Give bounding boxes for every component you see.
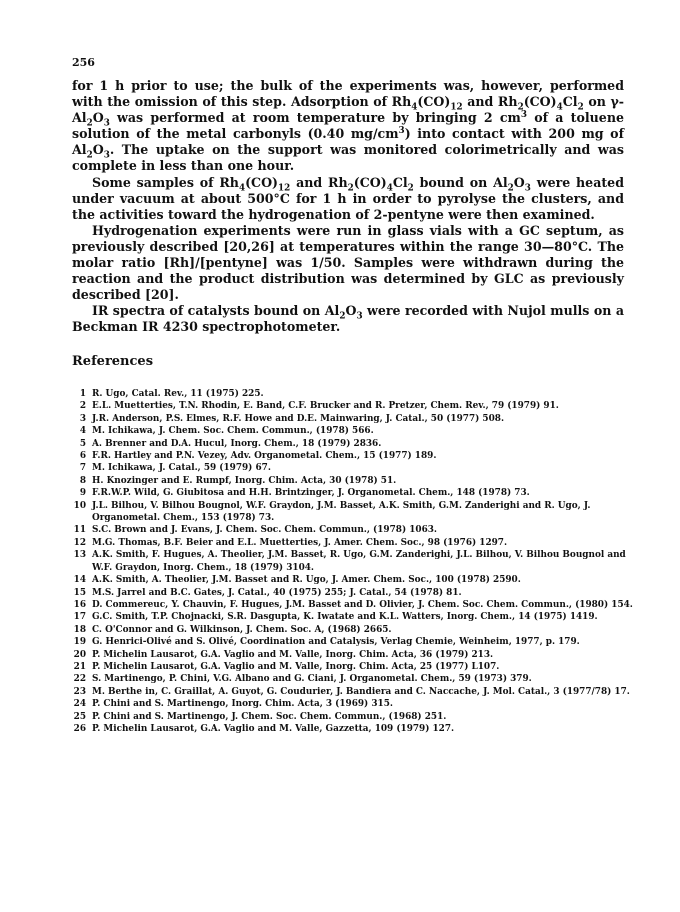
reference-item (72, 599, 634, 611)
reference-number: 14 (73, 575, 86, 586)
reference-item (72, 624, 634, 636)
reference-text: M.S. Jarrel and B.C. Gates, J. Catal., 40 (1975) 255; J. Catal., 54 (1978) 81. (92, 587, 462, 598)
paragraph: for 1 h prior to use; the bulk of the experiments was, however, performed with the omission of this step. Adsorption of $Rh_4(CO)_{12}$ and $Rh_2(CO)_4Cl_2$ on $\gamma-Al_2O_3$ was performed at room temperature by bringing 2 $cm^3$ of a toluene solution of the metal carbonyls (0.40 $mg/cm^3$) into contact with 200 mg of $Al_2O_3$. The uptake on the support was monitored colorimetrically and was complete in less than one hour. (72, 78, 625, 174)
reference-number: 22 (73, 674, 86, 685)
reference-number: 7 (79, 463, 86, 474)
reference-number: 18 (73, 624, 86, 635)
reference-text: M. Berthe in, C. Graillat, A. Guyot, G. Coudurier, J. Bandiera and C. Naccache, J. Mol. Catal., 3 (1977/78) 17. (92, 686, 630, 697)
paragraph: Hydrogenation experiments were run in glass vials with a GC septum, as previously described [20,26] at temperatures within the range 30—80°C. The molar ratio [Rh]/[pentyne] was 1/50. Samples were withdrawn during the reaction and the product distribution was determined by GLC as previously described [20]. (72, 222, 624, 303)
reference-text: A. Brenner and D.A. Hucul, Inorg. Chem., 18 (1979) 2836. (92, 438, 382, 449)
reference-number: 1 (79, 389, 86, 399)
reference-item (72, 549, 634, 574)
reference-item (72, 388, 634, 400)
reference-number: 15 (73, 587, 86, 598)
reference-text: D. Commereuc, Y. Chauvin, F. Hugues, J.M. Basset and D. Olivier, J. Chem. Soc. Chem. Commun., (1980) 154. (92, 599, 633, 610)
reference-text: G.C. Smith, T.P. Chojnacki, S.R. Dasgupta, K. Iwatate and K.L. Watters, Inorg. Chem., 14 (1975) 1419. (92, 612, 598, 623)
reference-item (72, 524, 634, 536)
reference-item (72, 574, 634, 586)
page-number: 256 (72, 56, 95, 69)
reference-item (72, 698, 634, 710)
reference-number: 2 (79, 401, 86, 412)
reference-item (72, 500, 634, 525)
reference-item (72, 611, 634, 623)
reference-item (72, 649, 634, 661)
paragraph: Some samples of $Rh_4(CO)_{12}$ and $Rh_2(CO)_4Cl_2$ bound on $Al_2O_3$ were heated under vacuum at about 500°C for 1 h in order to pyrolyse the clusters, and the activities toward the hydrogenation of 2-pentyne were then examined. (72, 174, 624, 222)
reference-number: 26 (73, 723, 86, 734)
reference-number: 11 (73, 525, 86, 536)
reference-text: J.L. Bilhou, V. Bilhou Bougnol, W.F. Graydon, J.M. Basset, A.K. Smith, G.M. Zanderighi and R. Ugo, J. Organometal. Chem., 153 (1978) 73. (92, 500, 591, 524)
reference-number: 23 (73, 686, 86, 697)
reference-text: F.R.W.P. Wild, G. Giubitosa and H.H. Brintzinger, J. Organometal. Chem., 148 (1978) 73. (92, 488, 530, 499)
reference-item (72, 686, 634, 698)
reference-text: C. O'Connor and G. Wilkinson, J. Chem. Soc. A, (1968) 2665. (92, 624, 392, 635)
reference-number: 16 (73, 599, 86, 610)
reference-number: 12 (73, 537, 86, 548)
reference-text: S. Martinengo, P. Chini, V.G. Albano and G. Ciani, J. Organometal. Chem., 59 (1973) 379. (92, 674, 532, 685)
reference-text: M.G. Thomas, B.F. Beier and E.L. Muetterties, J. Amer. Chem. Soc., 98 (1976) 1297. (92, 537, 508, 548)
reference-item (72, 587, 634, 599)
reference-item (72, 673, 634, 685)
reference-item (72, 425, 634, 437)
reference-list (72, 388, 634, 735)
reference-number: 3 (79, 413, 86, 424)
references-heading: References (72, 354, 154, 369)
reference-number: 8 (79, 475, 86, 486)
reference-text: M. Ichikawa, J. Catal., 59 (1979) 67. (92, 463, 271, 474)
reference-item (72, 661, 634, 673)
reference-text: P. Chini and S. Martinengo, Inorg. Chim. Acta, 3 (1969) 315. (92, 699, 393, 710)
reference-number: 10 (73, 500, 86, 511)
reference-item (72, 487, 634, 499)
reference-item (72, 450, 634, 462)
reference-number: 9 (79, 488, 86, 499)
reference-item (72, 723, 634, 735)
reference-text: F.R. Hartley and P.N. Vezey, Adv. Organometal. Chem., 15 (1977) 189. (92, 451, 437, 462)
reference-text: M. Ichikawa, J. Chem. Soc. Chem. Commun., (1978) 566. (92, 426, 374, 437)
reference-item (72, 438, 634, 450)
reference-text: P. Michelin Lausarot, G.A. Vaglio and M. Valle, Inorg. Chim. Acta, 25 (1977) L107. (92, 661, 500, 672)
body-text (72, 78, 624, 336)
reference-item (72, 711, 634, 723)
reference-item (72, 537, 634, 549)
reference-item (72, 400, 634, 412)
reference-number: 13 (73, 550, 86, 561)
reference-number: 6 (79, 451, 86, 462)
reference-number: 24 (73, 699, 86, 710)
reference-text: P. Michelin Lausarot, G.A. Vaglio and M. Valle, Gazzetta, 109 (1979) 127. (92, 723, 455, 734)
reference-number: 20 (73, 649, 86, 660)
reference-number: 5 (79, 438, 86, 449)
reference-text: G. Henrici-Olivé and S. Olivé, Coordination and Catalysis, Verlag Chemie, Weinheim, 1977, p. 179. (92, 637, 580, 648)
reference-text: H. Knozinger and E. Rumpf, Inorg. Chim. Acta, 30 (1978) 51. (92, 475, 397, 486)
reference-number: 25 (73, 711, 86, 722)
reference-text: A.K. Smith, F. Hugues, A. Theolier, J.M. Basset, R. Ugo, G.M. Zanderighi, J.L. Bilhou, V. Bilhou Bougnol and W.F. Graydon, Inorg. Chem., 18 (1979) 3104. (92, 550, 626, 573)
reference-text: P. Michelin Lausarot, G.A. Vaglio and M. Valle, Inorg. Chim. Acta, 36 (1979) 213. (92, 649, 494, 660)
reference-text: P. Chini and S. Martinengo, J. Chem. Soc. Chem. Commun., (1968) 251. (92, 711, 447, 722)
reference-text: S.C. Brown and J. Evans, J. Chem. Soc. Chem. Commun., (1978) 1063. (92, 525, 438, 536)
reference-number: 4 (79, 426, 86, 437)
reference-item (72, 413, 634, 425)
reference-text: J.R. Anderson, P.S. Elmes, R.F. Howe and D.E. Mainwaring, J. Catal., 50 (1977) 508. (92, 413, 505, 424)
reference-text: R. Ugo, Catal. Rev., 11 (1975) 225. (92, 389, 264, 399)
reference-item (72, 475, 634, 487)
reference-number: 19 (73, 637, 86, 648)
reference-item (72, 462, 634, 474)
reference-text: A.K. Smith, A. Theolier, J.M. Basset and R. Ugo, J. Amer. Chem. Soc., 100 (1978) 2590. (92, 575, 521, 586)
reference-text: E.L. Muetterties, T.N. Rhodin, E. Band, C.F. Brucker and R. Pretzer, Chem. Rev., 79 (1979) 91. (92, 401, 559, 412)
reference-number: 21 (73, 661, 86, 672)
paragraph: IR spectra of catalysts bound on $Al_2O_3$ were recorded with Nujol mulls on a Beckman IR 4230 spectrophotometer. (72, 303, 624, 335)
reference-item (72, 636, 634, 648)
reference-number: 17 (73, 612, 86, 623)
